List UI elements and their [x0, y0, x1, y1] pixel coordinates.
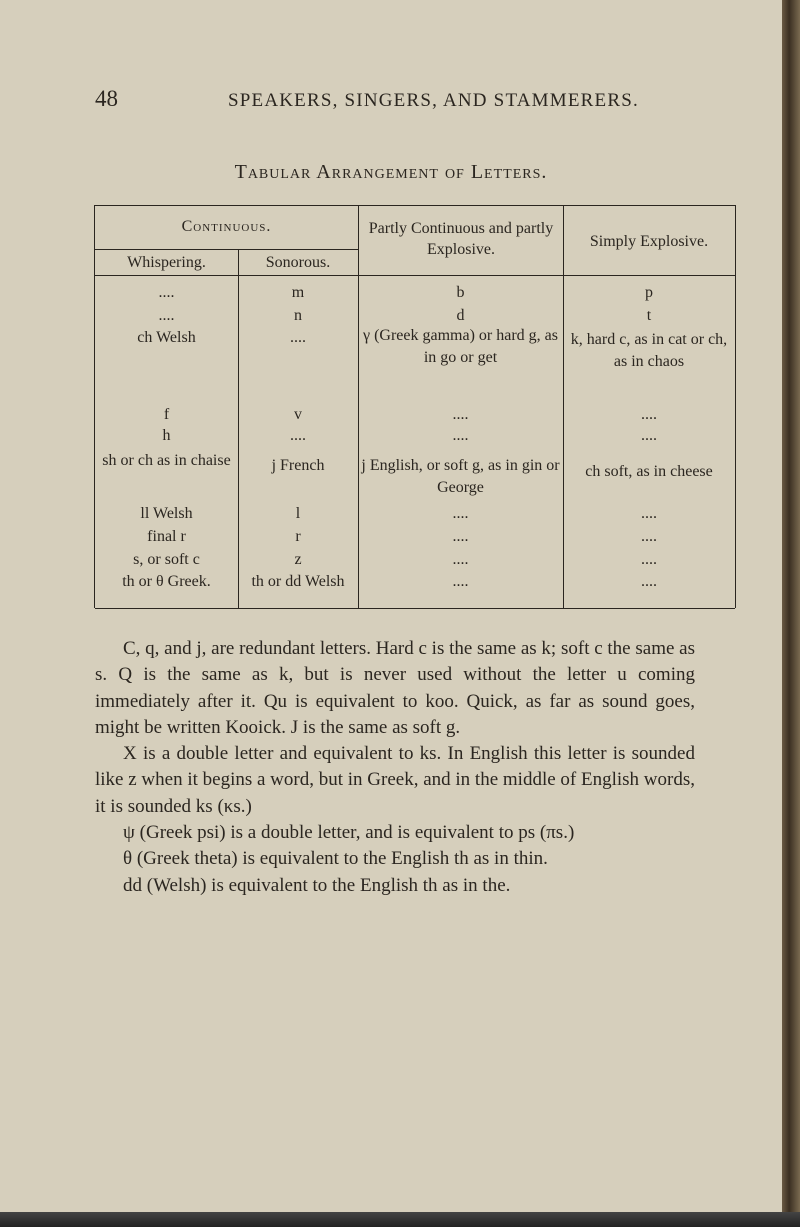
table-cell: th or θ Greek.: [122, 573, 211, 590]
paragraph: C, q, and j, are redundant letters. Hard c is the same as k; soft c the same as s. Q is the same as k, but is never used without the letter u coming immediately after it. Qu is equivalent to koo. Quick, as far as sound goes, might be written Kooick. J is the same as soft g.: [95, 638, 695, 738]
table-cell: j English, or soft g, as in gin or George: [361, 457, 560, 496]
table-cell: f: [163, 406, 170, 423]
table-cell: sh or ch as in chaise: [102, 452, 231, 469]
table-cell: ch Welsh: [137, 329, 196, 346]
table-cell: ....: [452, 427, 469, 444]
table-cell: ....: [452, 551, 469, 568]
table-cell: p: [645, 284, 653, 301]
table-cell: j French: [271, 457, 325, 474]
table-title: Tabular Arrangement of Letters.: [234, 161, 548, 183]
header-whispering: Whispering.: [127, 254, 206, 271]
letters-table: [95, 205, 735, 608]
table-cell: γ (Greek gamma) or hard g, as in go or get: [363, 327, 558, 366]
table-cell: ....: [641, 427, 657, 444]
table-cell: ....: [452, 573, 469, 590]
table-cell: t: [646, 307, 652, 324]
running-head: SPEAKERS, SINGERS, AND STAMMERERS.: [228, 90, 639, 111]
table-cell: z: [294, 551, 302, 568]
table-cell: b: [456, 284, 465, 301]
table-cell: ....: [290, 329, 306, 346]
header-partly-explosive: Partly Continuous and partly Explosive.: [368, 220, 554, 258]
table-cell: h: [162, 427, 171, 444]
right-rule: [735, 205, 736, 608]
table-cell: ....: [641, 573, 657, 590]
table-cell: s, or soft c: [133, 551, 200, 568]
table-cell: v: [294, 406, 302, 423]
table-cell: ll Welsh: [140, 505, 193, 522]
table-cell: ....: [158, 284, 175, 301]
table-cell: ....: [641, 528, 657, 545]
table-cell: final r: [147, 528, 186, 545]
table-cell: m: [291, 284, 305, 301]
page-number: 48: [95, 86, 118, 111]
table-cell: d: [456, 307, 465, 324]
page-bottom-edge: [0, 1212, 800, 1227]
body-text: [95, 636, 695, 899]
table-cell: ....: [290, 427, 306, 444]
table-cell: ....: [452, 528, 469, 545]
table-bottom-rule: [95, 608, 735, 609]
paragraph: ψ (Greek psi) is a double letter, and is equivalent to ps (πs.): [123, 822, 575, 844]
book-spine: [782, 0, 800, 1227]
table-cell: ....: [641, 505, 657, 522]
table-cell: ch soft, as in cheese: [585, 463, 713, 480]
table-cell: n: [294, 307, 302, 324]
table-cell: th or dd Welsh: [251, 573, 345, 590]
table-cell: ....: [452, 406, 469, 423]
header-bottom-rule: [95, 275, 735, 276]
table-cell: k, hard c, as in cat or ch, as in chaos: [570, 331, 728, 370]
table-cell: ....: [158, 307, 175, 324]
table-cell: ....: [641, 551, 657, 568]
header-simply-explosive: Simply Explosive.: [589, 233, 709, 250]
paragraph: dd (Welsh) is equivalent to the English th as in the.: [123, 874, 511, 896]
table-cell: l: [295, 505, 301, 522]
paragraph: X is a double letter and equivalent to ks. In English this letter is sounded like z when it begins a word, but in Greek, and in the middle of English words, it is sounded ks (κs.): [95, 743, 695, 817]
header-sonorous: Sonorous.: [265, 254, 331, 271]
header-continuous: Continuous.: [181, 218, 272, 235]
table-cell: r: [295, 528, 301, 545]
table-top-rule: [95, 205, 735, 206]
table-cell: ....: [641, 406, 657, 423]
subheader-rule: [95, 249, 358, 250]
paragraph: θ (Greek theta) is equivalent to the English th as in thin.: [123, 848, 548, 870]
table-cell: ....: [452, 505, 469, 522]
